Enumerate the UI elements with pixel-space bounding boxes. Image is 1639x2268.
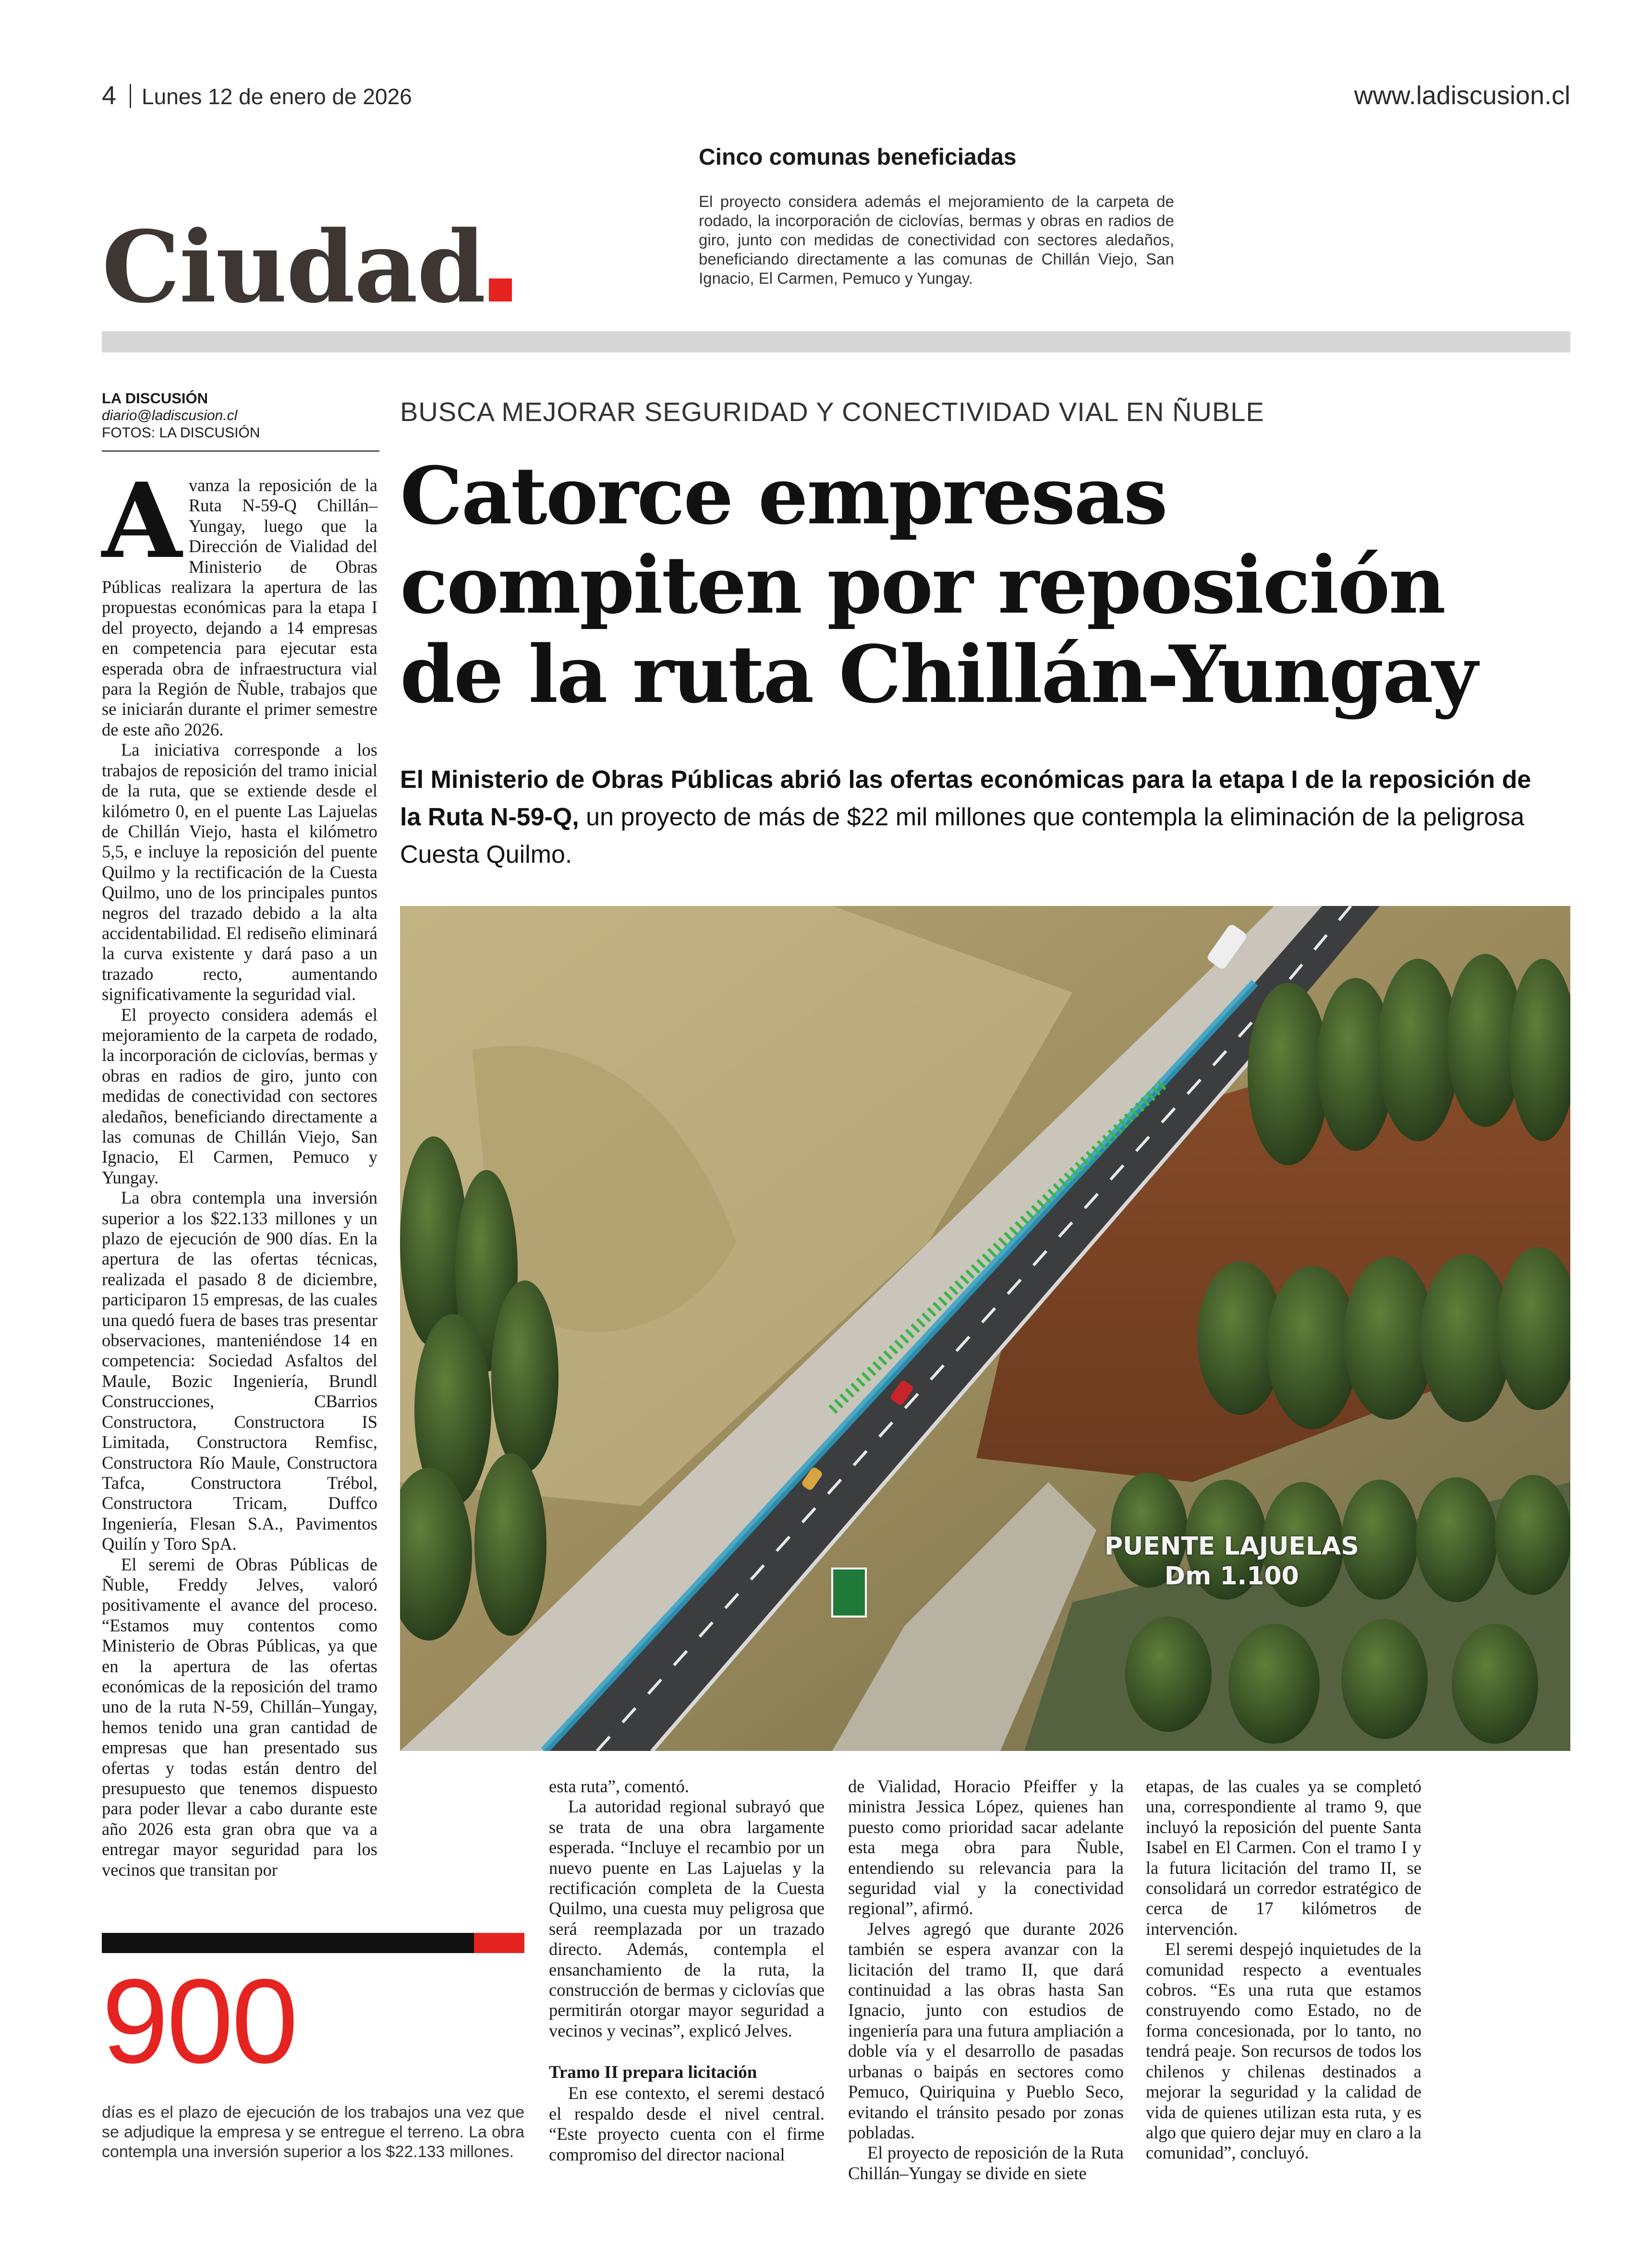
paragraph: esta ruta”, comentó. [549, 1776, 689, 1796]
bridge-rendering-image [400, 906, 1570, 1751]
subhead: Tramo II prepara licitación [549, 2063, 757, 2083]
section-title [102, 210, 512, 325]
article-headline: Catorce empresas compiten por reposición de la ruta Chillán-Yungay [400, 449, 1477, 721]
article-photo [400, 906, 1570, 1751]
byline [102, 390, 379, 452]
drop-cap: A [102, 460, 182, 581]
photo-overlay-label [1105, 1532, 1359, 1591]
paragraph: El proyecto considera además el mejoramiento de la carpeta de rodado, la incorporación de ciclovías, bermas y obras en radios de giro, junto con medidas de conectividad con sectores aledaños, beneficiando directamente a las comunas de Chillán Viejo, San Ignacio, El Carmen, Pemuco y Yungay. [102, 1004, 377, 1187]
page-number: 4 [102, 81, 117, 110]
stat-bar-red [474, 1933, 524, 1953]
stat-text: días es el plazo de ejecución de los trabajos una vez que se adjudique la empresa y se entregue el terreno. La obra contempla una inversión superior a los $22.133 millones. [102, 2103, 524, 2161]
deck-rest: un proyecto de más de $22 mil millones que contempla la eliminación de la peligrosa Cuesta Quilmo. [400, 803, 1525, 869]
article-deck [400, 761, 1557, 873]
sidebar-box-title: Cinco comunas beneficiadas [699, 145, 1017, 170]
paragraph: El proyecto de reposición de la Ruta Chillán–Yungay se divide en siete [848, 2143, 1124, 2183]
edition-date: Lunes 12 de enero de 2026 [142, 84, 412, 109]
paragraph: En ese contexto, el seremi destacó el respaldo desde el nivel central. “Este proyecto cuenta con el firme compromiso del director nacional [549, 2083, 825, 2164]
article-column-4 [1146, 1776, 1421, 2163]
photo-label-line2: Dm 1.100 [1164, 1562, 1299, 1591]
paragraph: de Vialidad, Horacio Pfeiffer y la ministra Jessica López, quienes han puesto como prioridad sacar adelante esta mega obra para Ñuble, entendiendo su relevancia para la seguridad vial y la conectividad regional”, afirmó. [848, 1776, 1124, 1918]
paragraph: El seremi de Obras Públicas de Ñuble, Freddy Jelves, valoró positivamente el avance del proceso. “Estamos muy contentos como Ministerio de Obras Públicas, ya que en la apertura de las ofertas económicas de la reposición del tramo uno de la ruta N-59, Chillán–Yungay, hemos tenido una gran cantidad de empresas que han presentado sus ofertas y todas están dentro del presupuesto que tenemos dispuesto para poder llevar a cabo durante este año 2026 esta gran obra que va a entregar mayor seguridad para los vecinos que transitan por [102, 1554, 377, 1880]
folio-divider [130, 84, 131, 108]
article-column-2 [549, 1776, 825, 2165]
paragraph: vanza la reposición de la Ruta N-59-Q Chillán–Yungay, luego que la Dirección de Vialidad del Ministerio de Obras Públicas realizara la apertura de las propuestas económicas para la etapa I del proyecto, dejando a 14 empresas en competencia para ejecutar esta esperada obra de infraestructura vial para la Región de Ñuble, trabajos que se iniciarán durante el primer semestre de este año 2026. [102, 475, 377, 739]
folio [102, 81, 412, 110]
article-column-1 [102, 460, 377, 1880]
byline-email: diario@ladiscusion.cl [102, 408, 238, 423]
paragraph: etapas, de las cuales ya se completó una, correspondiente al tramo 9, que incluyó la reposición del puente Santa Isabel en El Carmen. Con el tramo I y la futura licitación del tramo II, se consolidará un corredor estratégico de cerca de 17 kilómetros de intervención. [1146, 1776, 1421, 1939]
section-red-dot [489, 278, 512, 302]
paragraph: La autoridad regional subrayó que se trata de una obra largamente esperada. “Incluye el recambio por un nuevo puente en Las Lajuelas y la rectificación completa de la Cuesta Quilmo, una cuesta muy peligrosa que será reemplazada por un trazado directo. Además, contempla el ensanchamiento de la ruta, la construcción de bermas y ciclovías que permitirán otorgar mayor seguridad a vecinos y vecinas”, explicó Jelves. [549, 1797, 825, 2040]
website-url: www.ladiscusion.cl [1354, 81, 1570, 110]
byline-org: LA DISCUSIÓN [102, 390, 208, 407]
byline-photos: FOTOS: LA DISCUSIÓN [102, 425, 260, 441]
article-kicker: BUSCA MEJORAR SEGURIDAD Y CONECTIVIDAD VIAL EN ÑUBLE [400, 397, 1264, 427]
stat-bar-black [102, 1933, 474, 1953]
sidebar-box-text: El proyecto considera además el mejoramiento de la carpeta de rodado, la incorporación de ciclovías, bermas y obras en radios de giro, junto con medidas de conectividad con sectores aledaños, beneficiando directamente a las comunas de Chillán Viejo, San Ignacio, El Carmen, Pemuco y Yungay. [699, 193, 1174, 287]
paragraph: El seremi despejó inquietudes de la comunidad respecto a eventuales cobros. “Es una ruta que estamos construyendo como Estado, no de forma concesionada, por lo tanto, no tendrá peaje. Son recursos de todos los chilenos y chilenas destinados a mejorar la seguridad y la calidad de vida de quienes utilizan esta ruta, y es algo que quiero dejar muy en claro a la comunidad”, concluyó. [1146, 1939, 1421, 2163]
paragraph: La iniciativa corresponde a los trabajos de reposición del tramo inicial de la ruta, que se extiende desde el kilómetro 0, en el puente Las Lajuelas de Chillán Viejo, hasta el kilómetro 5,5, e incluye la reposición del puente Quilmo y la rectificación de la Cuesta Quilmo, uno de los principales puntos negros del trazado debido a la alta accidentabilidad. El rediseño eliminará la curva existente y dará paso a un trazado recto, aumentando significativamente la seguridad vial. [102, 740, 377, 1004]
stat-number: 900 [102, 1954, 297, 2088]
deck-bold: El Ministerio de Obras Públicas abrió las ofertas económicas para la etapa I de la reposición de la Ruta N-59-Q, [400, 766, 1531, 831]
photo-label-line1: PUENTE LAJUELAS [1105, 1532, 1359, 1561]
paragraph: Jelves agregó que durante 2026 también se espera avanzar con la licitación del tramo II, que dará continuidad a las obras hasta San Ignacio, junto con estudios de ingeniería para una futura ampliación a doble vía y el desarrollo de pasadas urbanas o baipás en sectores como Pemuco, Quiriquina y Pueblo Seco, evitando el tránsito pesado por zonas pobladas. [848, 1918, 1124, 2142]
section-label: Ciudad [102, 210, 485, 325]
paragraph: La obra contempla una inversión superior a los $22.133 millones y un plazo de ejecución de 900 días. En la apertura de las ofertas técnicas, realizada el pasado 8 de diciembre, participaron 15 empresas, de las cuales una quedó fuera de bases tras presentar observaciones, manteniéndose 14 en competencia: Sociedad Asfaltos del Maule, Bozic Ingeniería, Brundl Construcciones, CBarrios Constructora, Constructora IS Limitada, Constructora Remfisc, Constructora Río Maule, Constructora Tafca, Constructora Trébol, Constructora Tricam, Duffco Ingeniería, Flesan S.A., Pavimentos Quilín y Toro SpA. [102, 1188, 377, 1554]
article-column-3 [848, 1776, 1124, 2184]
header-gray-bar [102, 331, 1570, 352]
